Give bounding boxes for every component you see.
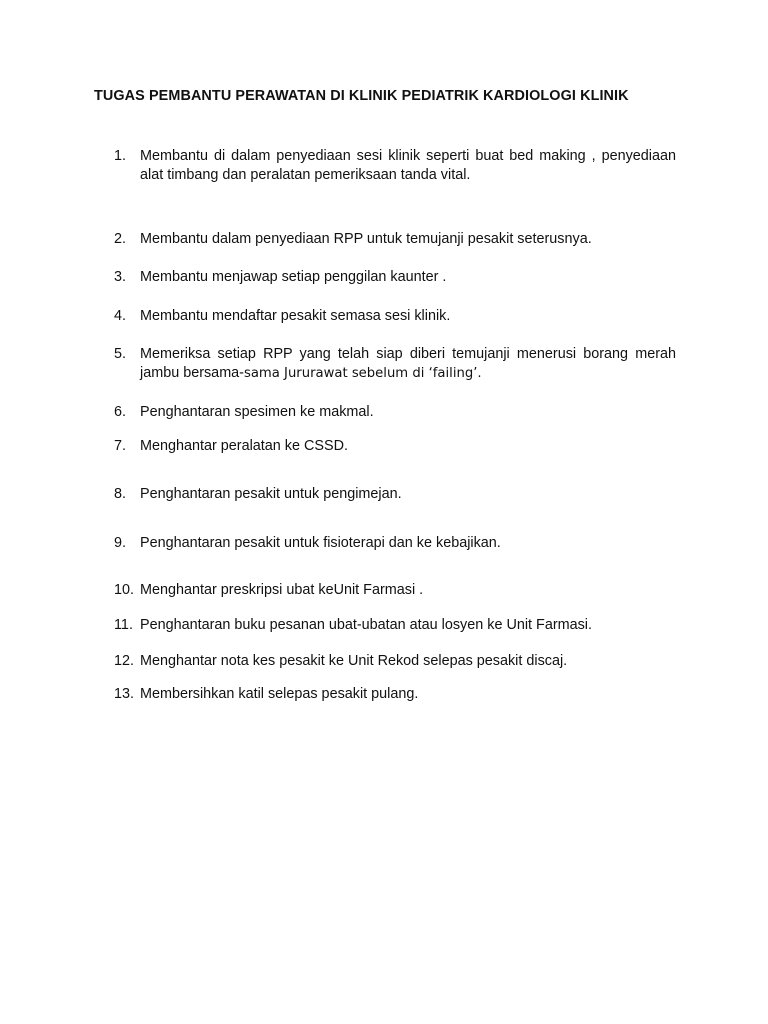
list-item-text: Membantu mendaftar pesakit semasa sesi klinik. xyxy=(140,308,451,324)
list-item-text: Penghantaran pesakit untuk fisioterapi dan ke kebajikan. xyxy=(140,535,501,551)
list-item-number: 4. xyxy=(114,308,127,324)
list-item xyxy=(114,230,676,249)
list-item-number: 13. xyxy=(114,686,135,702)
list-item xyxy=(114,485,676,504)
list-item-number: 9. xyxy=(114,535,127,551)
list-item-text xyxy=(140,345,676,383)
list-item xyxy=(114,437,676,456)
list-item xyxy=(114,685,676,704)
list-item-text: Penghantaran spesimen ke makmal. xyxy=(140,404,374,420)
list-item-text: Menghantar peralatan ke CSSD. xyxy=(140,438,348,454)
list-item-text-part: sama Jururawat sebelum di ‘failing’. xyxy=(243,366,482,381)
list-item xyxy=(114,345,676,383)
list-item-text: Membantu dalam penyediaan RPP untuk temujanji pesakit seterusnya. xyxy=(140,231,592,247)
list-item-number: 3. xyxy=(114,269,127,285)
list-item-number: 11. xyxy=(114,617,133,633)
list-item-number: 5. xyxy=(114,346,127,362)
list-item-text: Menghantar preskripsi ubat keUnit Farmasi . xyxy=(140,582,424,598)
list-item-text: Penghantaran pesakit untuk pengimejan. xyxy=(140,486,402,502)
list-item-text: Membantu menjawap setiap penggilan kaunter . xyxy=(140,269,447,285)
list-item xyxy=(114,403,676,422)
list-item-number: 12. xyxy=(114,653,135,669)
list-item-number: 2. xyxy=(114,231,127,247)
list-item-text: Penghantaran buku pesanan ubat-ubatan atau losyen ke Unit Farmasi. xyxy=(140,617,593,633)
list-item xyxy=(114,652,676,671)
list-item xyxy=(114,307,676,326)
list-item-number: 7. xyxy=(114,438,127,454)
list-item-text: Membersihkan katil selepas pesakit pulang. xyxy=(140,686,419,702)
list-item xyxy=(114,268,676,287)
list-item xyxy=(114,581,676,600)
list-item xyxy=(114,616,676,635)
list-item xyxy=(114,534,676,553)
list-item-number: 1. xyxy=(114,148,127,164)
list-item xyxy=(114,147,676,185)
list-item-text: Menghantar nota kes pesakit ke Unit Rekod selepas pesakit discaj. xyxy=(140,653,568,669)
list-item-text: Membantu di dalam penyediaan sesi klinik seperti buat bed making , penyediaan alat timbang dan peralatan pemeriksaan tanda vital. xyxy=(140,148,676,183)
list-item-number: 10. xyxy=(114,582,135,598)
list-item-number: 8. xyxy=(114,486,127,502)
document-title: TUGAS PEMBANTU PERAWATAN DI KLINIK PEDIATRIK KARDIOLOGI KLINIK xyxy=(94,88,629,104)
list-item-text-part: Memeriksa setiap RPP yang telah siap diberi temujanji menerusi borang merah jambu bersama- xyxy=(140,346,676,381)
list-item-number: 6. xyxy=(114,404,127,420)
